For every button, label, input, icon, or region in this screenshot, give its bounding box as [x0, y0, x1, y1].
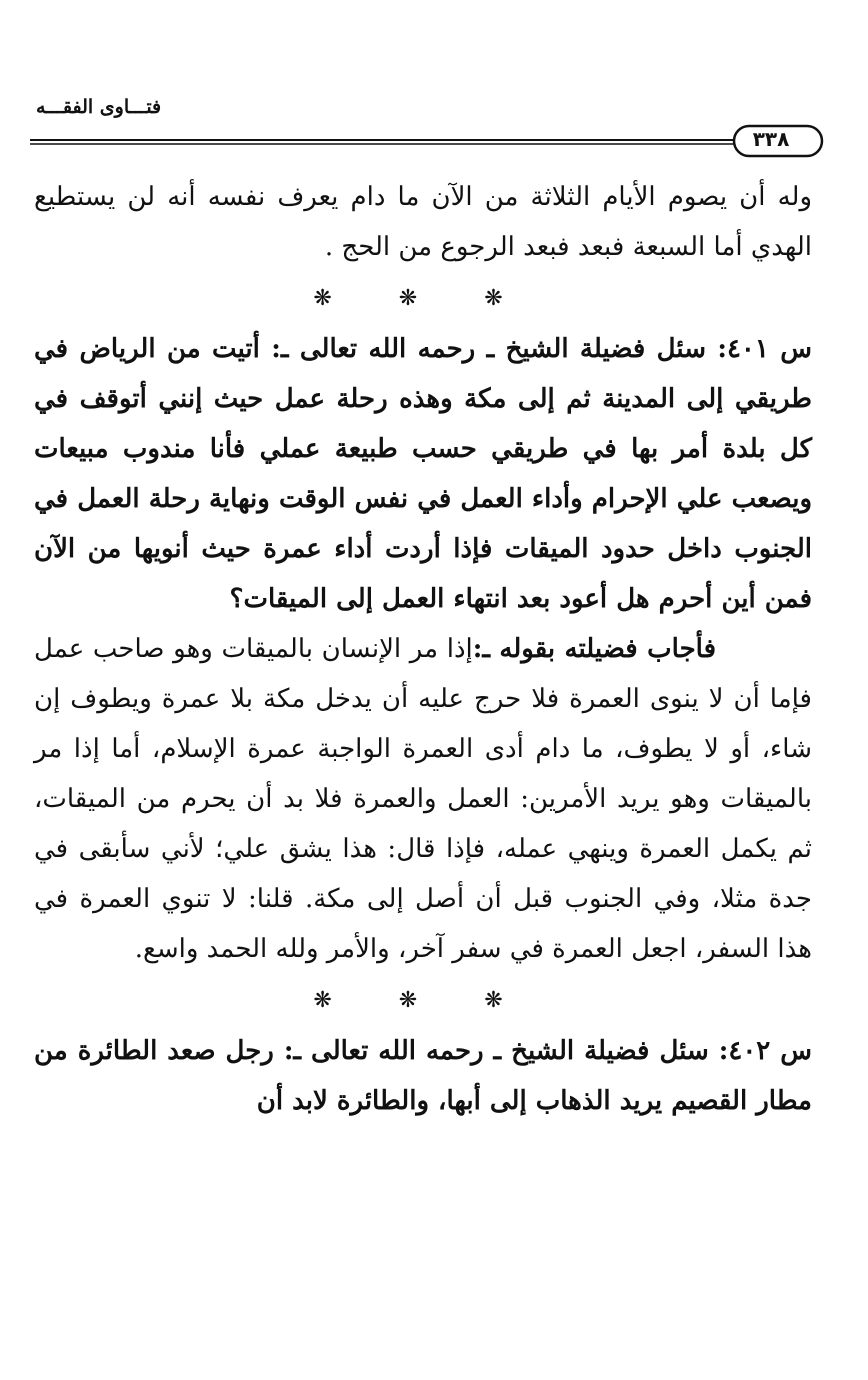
- answer-401-text: إذا مر الإنسان بالميقات وهو صاحب عمل فإما أن لا ينوى العمرة فلا حرج عليه أن يدخل مكة بلا عمرة ويطوف إن شاء، أو لا يطوف، ما دام أدى العمرة الواجبة عمرة الإسلام، أما إذا مر بالميقات وهو يريد الأمرين: العمل والعمرة فلا بد أن يحرم من الميقات، ثم يكمل العمرة وينهي عمله، فإذا قال: هذا يشق علي؛ لأني سأبقى في جدة مثلا، وفي الجنوب قبل أن أصل إلى مكة. قلنا: لا تنوي العمرة في هذا السفر، اجعل العمرة في سفر آخر، والأمر ولله الحمد واسع.: [34, 634, 812, 964]
- question-401: س ٤٠١: سئل فضيلة الشيخ ـ رحمه الله تعالى ـ: أتيت من الرياض في طريقي إلى المدينة ثم إلى مكة وهذه رحلة عمل حيث إنني أتوقف في كل بلدة أمر بها في طريقي حسب طبيعة عملي فأنا مندوب مبيعات ويصعب علي الإحرام وأداء العمل في نفس الوقت ونهاية رحلة العمل في الجنوب داخل حدود الميقات فإذا أردت أداء عمرة حيث أنويها من الآن فمن أين أحرم هل أعود بعد انتهاء العمل إلى الميقات؟: [34, 334, 812, 614]
- running-title: فتـــاوى الفقـــه: [36, 96, 162, 118]
- answer-401: [34, 624, 812, 974]
- header-rule: [30, 118, 830, 162]
- section-separator: ❋ ❋ ❋: [313, 988, 533, 1013]
- section-separator: ❋ ❋ ❋: [313, 286, 533, 311]
- question-402: س ٤٠٢: سئل فضيلة الشيخ ـ رحمه الله تعالى ـ: رجل صعد الطائرة من مطار القصيم يريد الذهاب إلى أبها، والطائرة لابد أن: [34, 1036, 813, 1116]
- paragraph-hady: وله أن يصوم الأيام الثلاثة من الآن ما دام يعرف نفسه أنه لن يستطيع الهدي أما السبعة فبعد فبعد الرجوع من الحج .: [34, 182, 812, 262]
- answer-401-label: فأجاب فضيلته بقوله ـ:: [472, 634, 716, 664]
- page-number: ٣٣٨: [752, 127, 790, 151]
- body-text: [34, 172, 812, 1126]
